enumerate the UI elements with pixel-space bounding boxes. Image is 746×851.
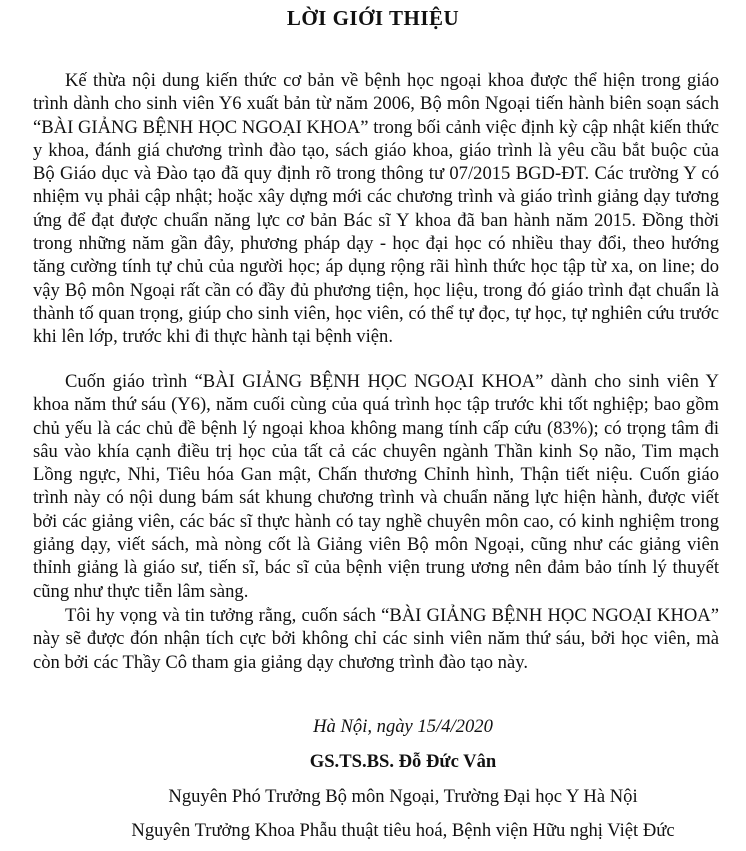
paragraph-1: Kế thừa nội dung kiến thức cơ bản về bệnh học ngoại khoa được thể hiện trong giáo trình dành cho sinh viên Y6 xuất bản từ năm 2006, Bộ môn Ngoại tiến hành biên soạn sách “BÀI GIẢNG BỆNH HỌC NGOẠI KHOA” trong bối cảnh việc định kỳ cập nhật kiến thức y khoa, đánh giá chương trình đào tạo, sách giáo khoa, giáo trình là yêu cầu bắt buộc của Bộ Giáo dục và Đào tạo đã quy định rõ trong thông tư 07/2015 BGD-ĐT. Các trường Y có nhiệm vụ phải cập nhật; hoặc xây dựng mới các chương trình và giáo trình giảng dạy tương ứng để đạt được chuẩn năng lực cơ bản Bác sĩ Y khoa đã ban hành năm 2015. Đồng thời trong những năm gần đây, phương pháp dạy - học đại học có nhiều thay đổi, theo hướng tăng cường tính tự chủ của người học; áp dụng rộng rãi hình thức học tập từ xa, on line; do vậy Bộ môn Ngoại rất cần có đầy đủ phương tiện, học liệu, trong đó giáo trình đạt chuẩn là thành tố quan trọng, giúp cho sinh viên, học viên, có thể tự đọc, tự học, tự nghiên cứu trước khi lên lớp, trước khi đi thực hành tại bệnh viện. bbox=[33, 70, 719, 348]
paragraph-3: Tôi hy vọng và tin tưởng rằng, cuốn sách “BÀI GIẢNG BỆNH HỌC NGOẠI KHOA” này sẽ được đón nhận tích cực bởi không chỉ các sinh viên năm thứ sáu, bởi học viên, mà còn bởi các Thầy Cô tham gia giảng dạy chương trình đào tạo này. bbox=[33, 605, 719, 673]
signature-position-2: Nguyên Trưởng Khoa Phẫu thuật tiêu hoá, Bệnh viện Hữu nghị Việt Đức bbox=[131, 820, 675, 841]
paragraph-2: Cuốn giáo trình “BÀI GIẢNG BỆNH HỌC NGOẠI KHOA” dành cho sinh viên Y khoa năm thứ sáu (Y6), năm cuối cùng của quá trình học tập trước khi tốt nghiệp; bao gồm chủ yếu là các chủ đề bệnh lý ngoại khoa không mang tính cấp cứu (83%); có trọng tâm đi sâu vào khía cạnh điều trị học của tất cả các chuyên ngành Thần kinh Sọ não, Tim mạch Lồng ngực, Nhi, Tiêu hóa Gan mật, Chấn thương Chỉnh hình, Thận tiết niệu. Cuốn giáo trình này có nội dung bám sát khung chương trình và chuẩn năng lực hiện hành, được viết bởi các giảng viên, các bác sĩ thực hành có tay nghề chuyên môn cao, có kinh nghiệm trong giảng dạy, viết sách, mà nòng cốt là Giảng viên Bộ môn Ngoại, cũng như các giảng viên thỉnh giảng là giáo sư, tiến sĩ, bác sĩ của bệnh viện trung ương nên đảm bảo tính lý thuyết cũng như thực tiễn lâm sàng. bbox=[33, 371, 719, 602]
page-title: LỜI GIỚI THIỆU bbox=[286, 6, 460, 30]
signature-place-date: Hà Nội, ngày 15/4/2020 bbox=[313, 716, 493, 737]
signature-position-1: Nguyên Phó Trưởng Bộ môn Ngoại, Trường Đại học Y Hà Nội bbox=[168, 786, 638, 807]
signature-name: GS.TS.BS. Đỗ Đức Vân bbox=[309, 751, 497, 772]
